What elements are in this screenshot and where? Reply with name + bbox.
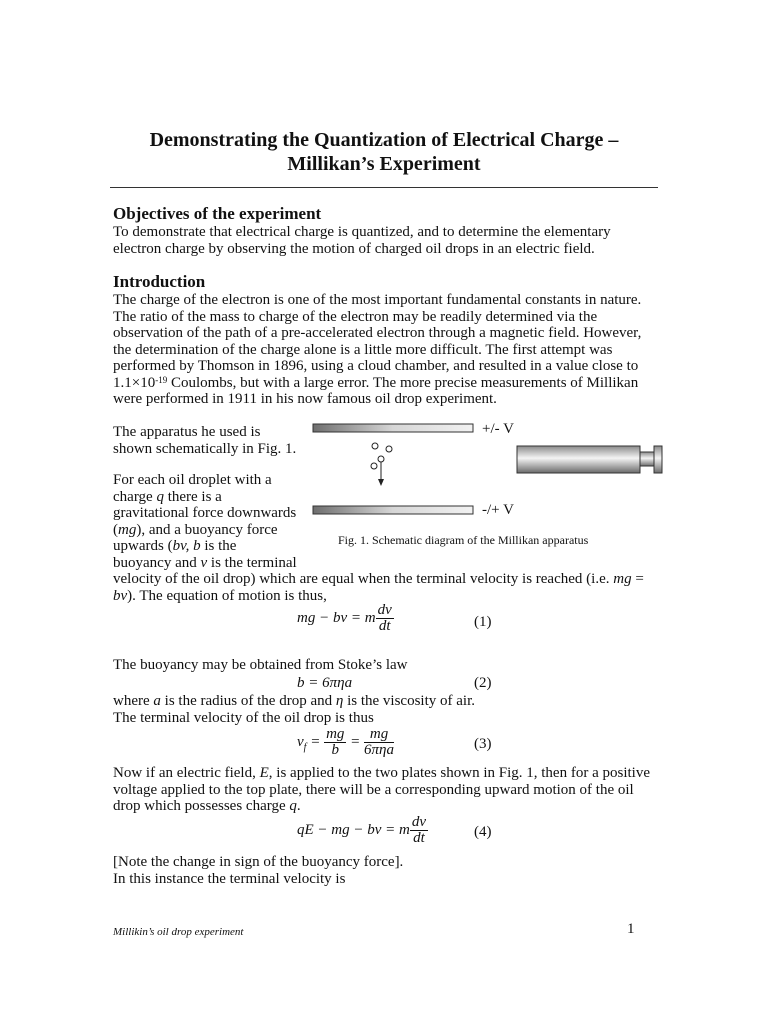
objectives-heading: Objectives of the experiment bbox=[113, 204, 322, 223]
title-line-1: Demonstrating the Quantization of Electrical Charge – bbox=[149, 129, 619, 151]
var-E: E bbox=[259, 765, 269, 781]
eq3-equals-2: = bbox=[346, 733, 365, 750]
field-line-3-a: drop which possesses charge bbox=[113, 798, 290, 814]
eq3-f2-numerator: mg bbox=[364, 727, 394, 743]
var-a: a bbox=[153, 693, 161, 709]
intro-line-7: were performed in 1911 in his now famous oil drop experiment. bbox=[113, 391, 497, 407]
drop-fall-arrow-head bbox=[378, 479, 384, 486]
eq3-vf: v bbox=[297, 733, 304, 750]
field-line-3-b: . bbox=[296, 798, 301, 814]
apparatus-line-1: The apparatus he used is bbox=[113, 424, 261, 440]
eq1-numerator: dv bbox=[377, 602, 392, 618]
stokes-text: The buoyancy may be obtained from Stoke’s law bbox=[113, 657, 408, 673]
droplet-line-4-b: ), and a buoyancy force bbox=[136, 521, 278, 538]
intro-line-4: the determination of the charge alone is a little more difficult. The first attempt was bbox=[113, 341, 613, 358]
apparatus-line-2: shown schematically in Fig. 1. bbox=[113, 440, 297, 457]
top-plate-voltage-label: +/- V bbox=[482, 421, 514, 437]
equation-4-number: (4) bbox=[474, 824, 492, 840]
oil-drop-1 bbox=[372, 443, 378, 449]
eq4-numerator: dv bbox=[411, 814, 427, 830]
var-bv-2: bv bbox=[113, 587, 128, 604]
radius-line bbox=[113, 693, 658, 710]
oil-drop-4 bbox=[371, 463, 377, 469]
eq4-lhs: qE − mg − bv = m bbox=[297, 821, 410, 838]
eq4-denominator: dt bbox=[413, 830, 425, 846]
field-paragraph bbox=[113, 765, 658, 815]
eq3-f2-denominator: 6πηa bbox=[364, 742, 395, 758]
equation-1-number: (1) bbox=[474, 614, 492, 630]
droplet-line-7-a: velocity of the oil drop) which are equal when the terminal velocity is reached (i.e. bbox=[113, 571, 614, 587]
radius-b: is the radius of the drop and bbox=[160, 693, 336, 709]
eq3-fraction-1 bbox=[324, 727, 346, 758]
droplet-line-3: gravitational force downwards bbox=[113, 505, 297, 521]
eq3-f1-denominator: b bbox=[331, 742, 339, 758]
droplet-line-6-b: is the terminal bbox=[207, 554, 297, 571]
intro-line-2: The ratio of the mass to charge of the electron may be readily determined via the bbox=[113, 308, 598, 325]
oil-drop-2 bbox=[386, 446, 392, 452]
equation-2-number: (2) bbox=[474, 675, 492, 691]
title-line-2: Millikan’s Experiment bbox=[287, 153, 481, 175]
objectives-line-1: To demonstrate that electrical charge is quantized, and to determine the elementary bbox=[113, 224, 611, 240]
eq3-f1-numerator: mg bbox=[326, 726, 345, 742]
field-line-2: voltage applied to the top plate, there will be a corresponding upward motion of the oil bbox=[113, 781, 634, 798]
var-bv-b: bv, b bbox=[172, 538, 201, 554]
page-number: 1 bbox=[627, 921, 635, 937]
objectives-line-2: electron charge by observing the motion of charged oil drops in an electric field. bbox=[113, 240, 595, 257]
eq1-fraction bbox=[376, 603, 394, 634]
footer-running-title: Millikin’s oil drop experiment bbox=[113, 926, 244, 938]
var-q: q bbox=[156, 488, 164, 505]
microscope-eyepiece bbox=[654, 446, 662, 473]
var-mg-2: mg bbox=[613, 571, 632, 587]
var-q-2: q bbox=[289, 798, 297, 814]
eq3-vf-subscript: f bbox=[303, 741, 307, 753]
equation-4 bbox=[297, 815, 428, 846]
eq1-lhs: mg − bv = m bbox=[297, 609, 376, 626]
note-line-1: [Note the change in sign of the buoyancy force]. bbox=[113, 854, 404, 870]
microscope-body bbox=[517, 446, 640, 473]
field-line-3 bbox=[113, 798, 658, 815]
note-paragraph bbox=[113, 854, 658, 887]
droplet-line-5-a: upwards ( bbox=[113, 538, 173, 554]
droplet-line-7-b: = bbox=[631, 571, 644, 587]
bottom-plate-voltage-label: -/+ V bbox=[482, 502, 514, 518]
introduction-heading: Introduction bbox=[113, 272, 206, 291]
droplet-line-2-b: there is a bbox=[163, 488, 222, 505]
intro-line-5: performed by Thomson in 1896, using a cloud chamber, and resulted in a value close to bbox=[113, 358, 639, 374]
note-line-2: In this instance the terminal velocity is bbox=[113, 870, 346, 887]
equation-3-number: (3) bbox=[474, 736, 492, 752]
equation-1 bbox=[297, 603, 394, 634]
var-mg: mg bbox=[118, 521, 137, 538]
bottom-plate bbox=[313, 506, 473, 514]
intro-line-1: The charge of the electron is one of the most important fundamental constants in nature. bbox=[113, 292, 642, 308]
terminal-text: The terminal velocity of the oil drop is thus bbox=[113, 709, 374, 726]
charge-value-exponent: -19 bbox=[155, 374, 168, 385]
intro-line-6-rest: Coulombs, but with a large error. The more precise measurements of Millikan bbox=[167, 374, 639, 391]
microscope-neck bbox=[640, 452, 654, 466]
droplet-line-8-rest: ). The equation of motion is thus, bbox=[127, 587, 327, 604]
droplet-line-5-b: is the bbox=[200, 538, 237, 554]
eq4-fraction bbox=[410, 815, 428, 846]
figure-caption: Fig. 1. Schematic diagram of the Millikan apparatus bbox=[338, 533, 589, 547]
var-v: v bbox=[200, 554, 208, 571]
equation-3 bbox=[297, 727, 394, 758]
field-line-1 bbox=[113, 765, 658, 782]
charge-value-base: 1.1×10 bbox=[113, 374, 156, 391]
equation-2: b = 6πηa bbox=[297, 675, 353, 691]
eq1-denominator: dt bbox=[378, 618, 391, 634]
intro-line-3: observation of the path of a pre-accelerated electron through a magnetic field. However, bbox=[113, 325, 642, 341]
field-line-1-a: Now if an electric field, bbox=[113, 765, 260, 781]
radius-c: is the viscosity of air. bbox=[343, 693, 475, 709]
radius-paragraph bbox=[113, 693, 658, 726]
top-plate bbox=[313, 424, 473, 432]
eq3-fraction-2 bbox=[364, 727, 394, 758]
droplet-line-2-a: charge bbox=[113, 488, 157, 505]
radius-a: where bbox=[113, 693, 154, 709]
droplet-line-4-a: ( bbox=[113, 521, 118, 538]
field-line-1-b: , is applied to the two plates shown in Fig. 1, then for a positive bbox=[268, 765, 650, 781]
droplet-line-1: For each oil droplet with a bbox=[113, 472, 272, 488]
droplet-line-6-a: buoyancy and bbox=[113, 554, 201, 571]
eq3-equals-1: = bbox=[306, 733, 325, 750]
var-eta: η bbox=[335, 693, 344, 709]
oil-drop-3 bbox=[378, 456, 384, 462]
